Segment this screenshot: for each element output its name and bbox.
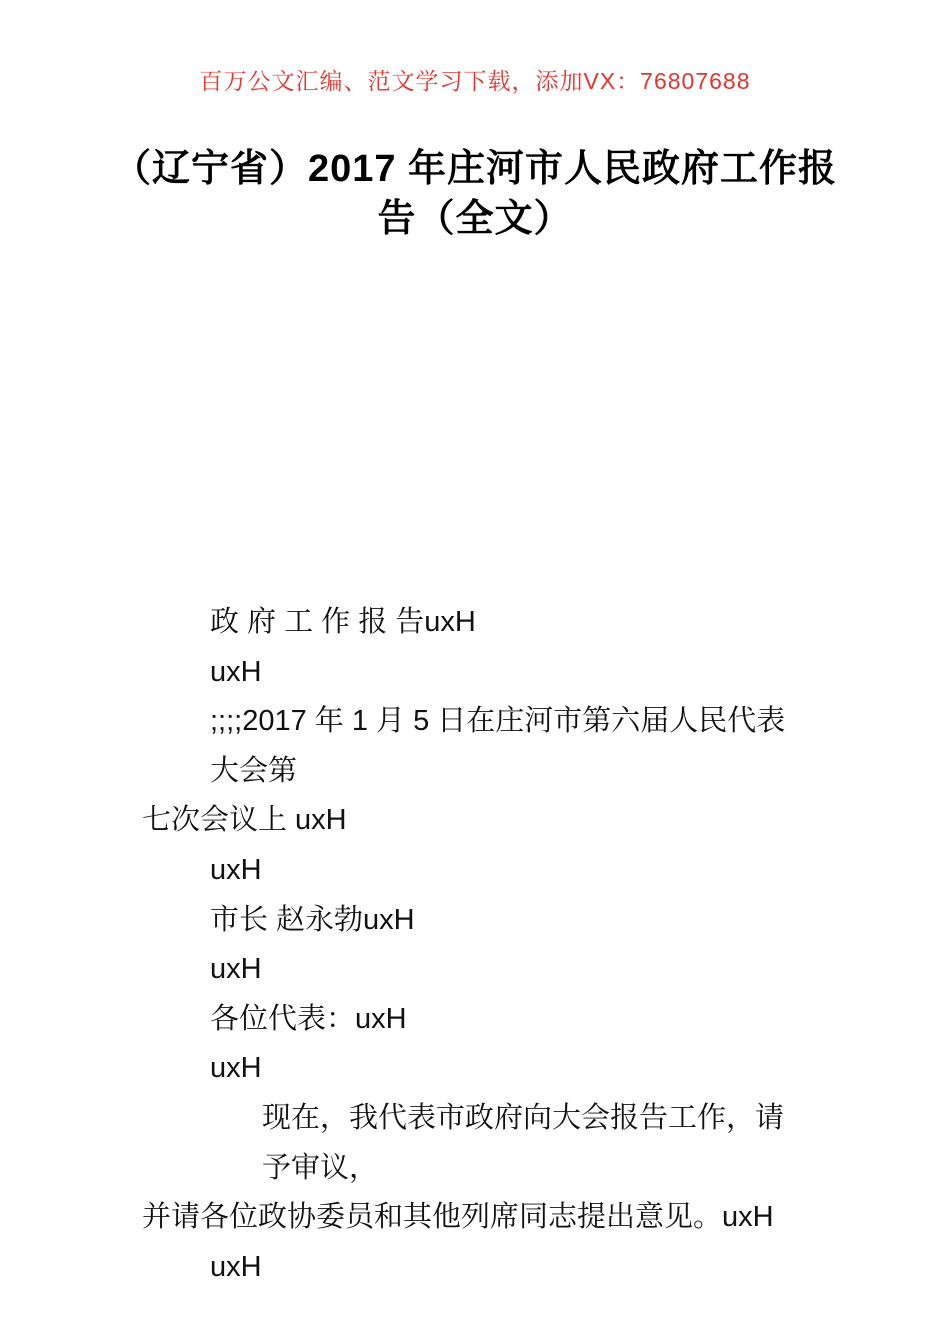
text-line-intro-part-2: 并请各位政协委员和其他列席同志提出意见。uxH xyxy=(142,1201,774,1234)
text-line-salutation: 各位代表：uxH xyxy=(210,1002,407,1035)
text-line-blank-3: uxH xyxy=(210,953,262,986)
text-line-date-part-1: ;;;;2017 年 1 月 5 日在庄河市第六届人民代表大会第 xyxy=(210,705,786,787)
title-line-2: 告（全文） xyxy=(377,198,573,240)
document-body xyxy=(142,598,812,1292)
text-line-blank-1: uxH xyxy=(210,655,262,688)
document-title xyxy=(75,144,875,244)
text-line-date-part-2: 七次会议上 uxH xyxy=(142,804,347,837)
text-line-blank-2: uxH xyxy=(210,853,262,886)
header-notice: 百万公文汇编、范文学习下载，添加VX：76807688 xyxy=(199,68,751,94)
text-line-report-heading: 政 府 工 作 报 告uxH xyxy=(210,606,476,638)
text-line-blank-4: uxH xyxy=(210,1052,262,1085)
title-line-1: （辽宁省）2017 年庄河市人民政府工作报 xyxy=(112,148,838,190)
text-line-intro-part-1: 现在，我代表市政府向大会报告工作，请予审议， xyxy=(262,1101,785,1184)
text-line-mayor: 市长 赵永勃uxH xyxy=(210,903,415,936)
text-line-blank-5: uxH xyxy=(210,1250,262,1283)
